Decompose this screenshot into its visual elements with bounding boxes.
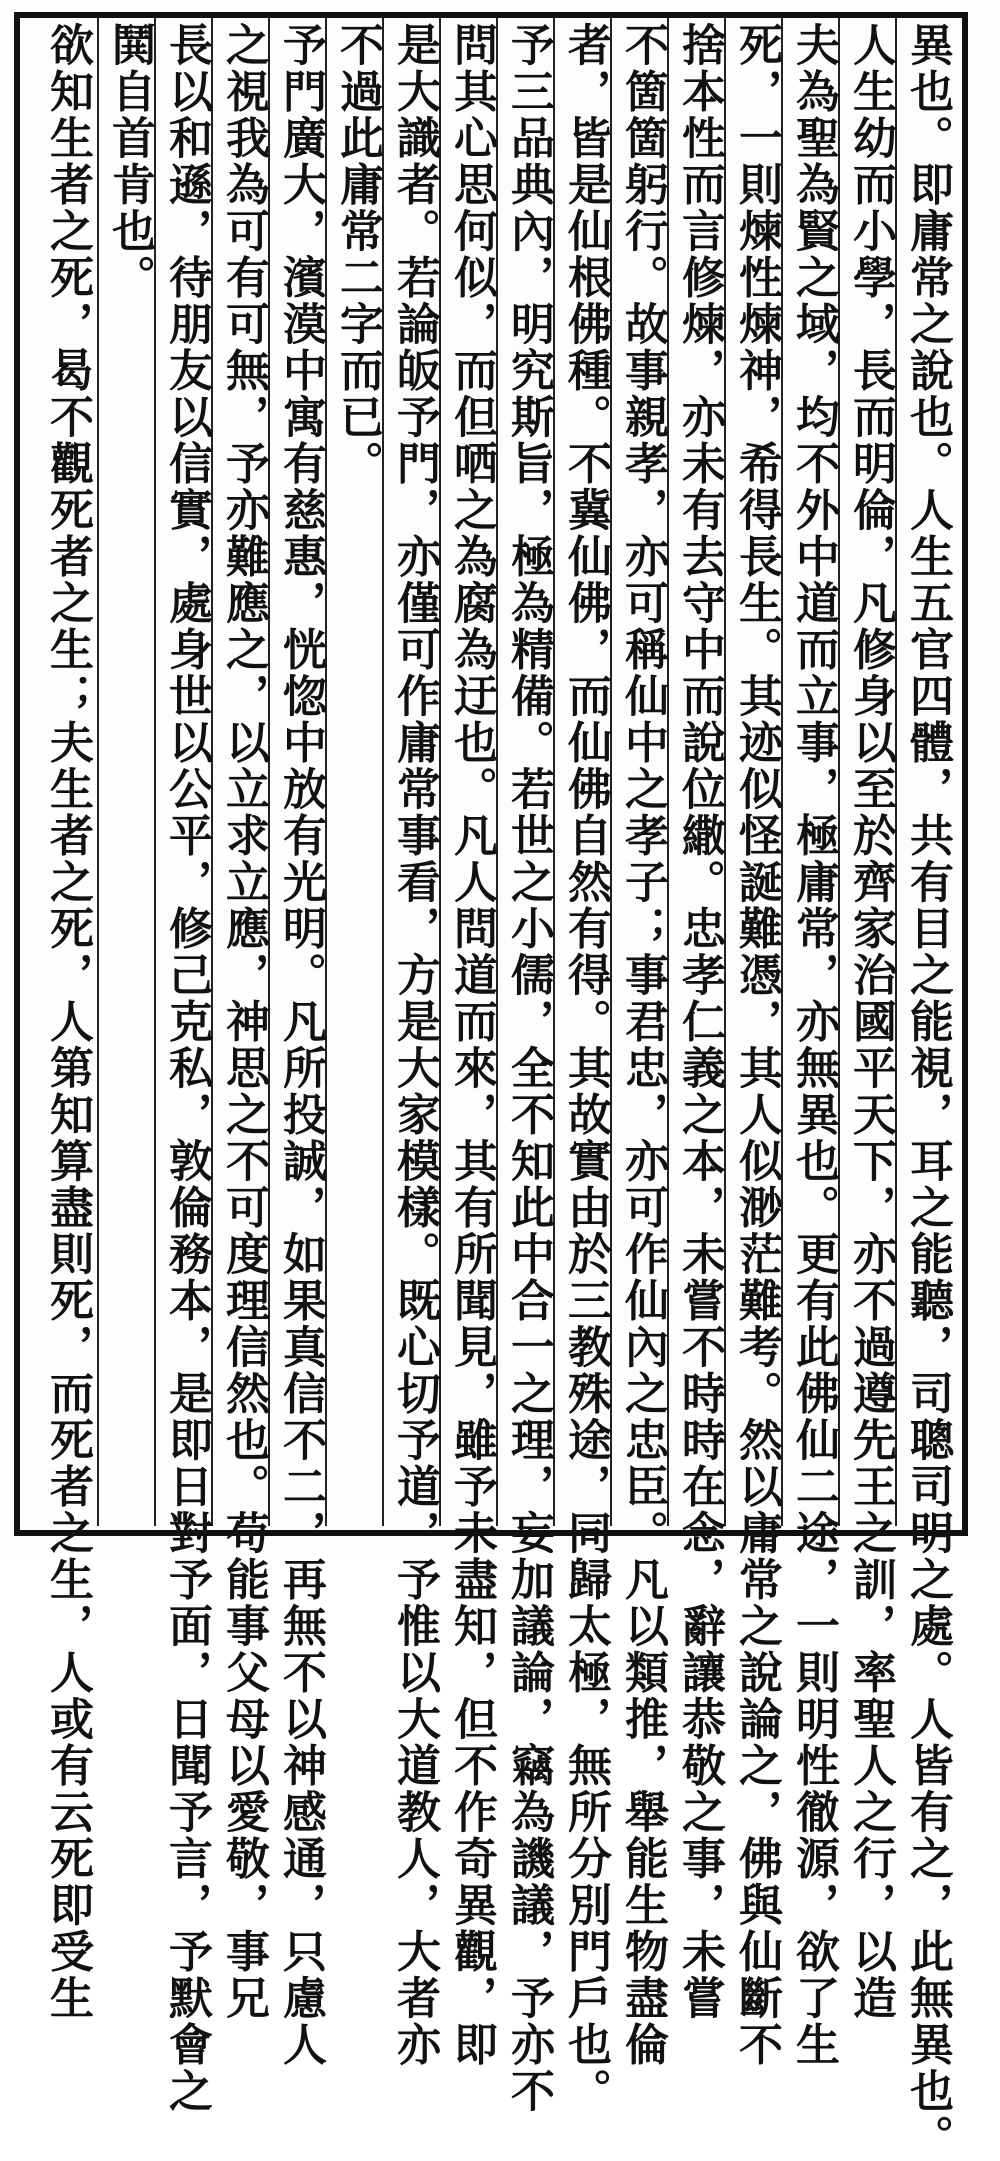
text-column-10 (387, 22, 441, 2068)
column-text: 予三品典內，明究斯旨，極為精備。若世之小儒，全不知此中合一之理，妄加議論，竊為譏議，予亦不 (503, 22, 554, 2115)
column-text: 不箇箇躬行。故事親孝，亦可稱仙中之孝子；事君忠，亦可作仙內之忠臣。凡以類推，舉能生物盡倫 (617, 22, 668, 2068)
text-column-9 (444, 22, 498, 2068)
column-text: 欲知生者之死，曷不觀死者之生；夫生者之死，人第知算盡則死，而死者之生，人或有云死即受生 (42, 22, 93, 2022)
text-column-11 (330, 22, 384, 1522)
text-column-1 (900, 22, 954, 2161)
column-text: 長以和遜，待朋友以信實，處身世以公平，修己克私，敦倫務本，是即日對予面，日聞予言，予默會之 (161, 22, 212, 2115)
column-text: 人生幼而小學，長而明倫，凡修身以至於齊家治國平天下，亦不過遵先王之訓，率聖人之行，以造 (845, 22, 896, 2022)
column-text: 予門廣大，濱漠中寓有慈惠，恍惚中放有光明。凡所投誠，如果真信不二，再無不以神感通，只慮人 (275, 22, 326, 2068)
text-column-3 (786, 22, 840, 2068)
text-column-4 (729, 22, 783, 2068)
text-column-2 (843, 22, 897, 2022)
column-text: 之視我為可有可無，予亦難應之，以立求立應，神思之不可度理信然也。苟能事父母以愛敬，事兄 (218, 22, 269, 2022)
text-column-12 (273, 22, 327, 2068)
column-rule (97, 18, 99, 1526)
text-column-7 (558, 22, 612, 2115)
column-text: 死，一則煉性煉神，希得長生。其迹似怪誕難憑，其人似渺茫難考。然以庸常之說論之，佛與仙斷不 (731, 22, 782, 2068)
column-text: 異也。即庸常之說也。人生五官四體，共有目之能視，耳之能聽，司聰司明之處。人皆有之，此無異也。 (902, 22, 953, 2161)
column-text: 捨本性而言修煉，亦未有去守中而說位繖。忠孝仁義之本，未嘗不時時在念，辭讓恭敬之事，未嘗 (674, 22, 725, 2022)
text-column-8 (501, 22, 555, 2115)
column-text: 夫為聖為賢之域，均不外中道而立事，極庸常，亦無異也。更有此佛仙二途，一則明性徹源，欲了生 (788, 22, 839, 2068)
text-column-5 (672, 22, 726, 2022)
column-text: 問其心思何似，而但哂之為腐為迂也。凡人問道而來，其有所聞見，雖予未盡知，但不作奇異觀，即 (446, 22, 497, 2068)
text-column-13 (216, 22, 270, 2022)
column-text: 不過此庸常二字而已。 (332, 22, 383, 487)
column-text: 是大識者。若論皈予門，亦僅可作庸常事看，方是大家模樣。既心切予道，予惟以大道教人，大者亦 (389, 22, 440, 2068)
text-column-6 (615, 22, 669, 2068)
text-column-14 (159, 22, 213, 2115)
column-text: 者，皆是仙根佛種。不冀仙佛，而仙佛自然有得。其故實由於三教殊途，同歸太極，無所分別門戶也。 (560, 22, 611, 2115)
text-column-15 (102, 22, 156, 1522)
text-column-16 (40, 22, 94, 2022)
column-text: 鬨自首肯也。 (104, 22, 155, 301)
